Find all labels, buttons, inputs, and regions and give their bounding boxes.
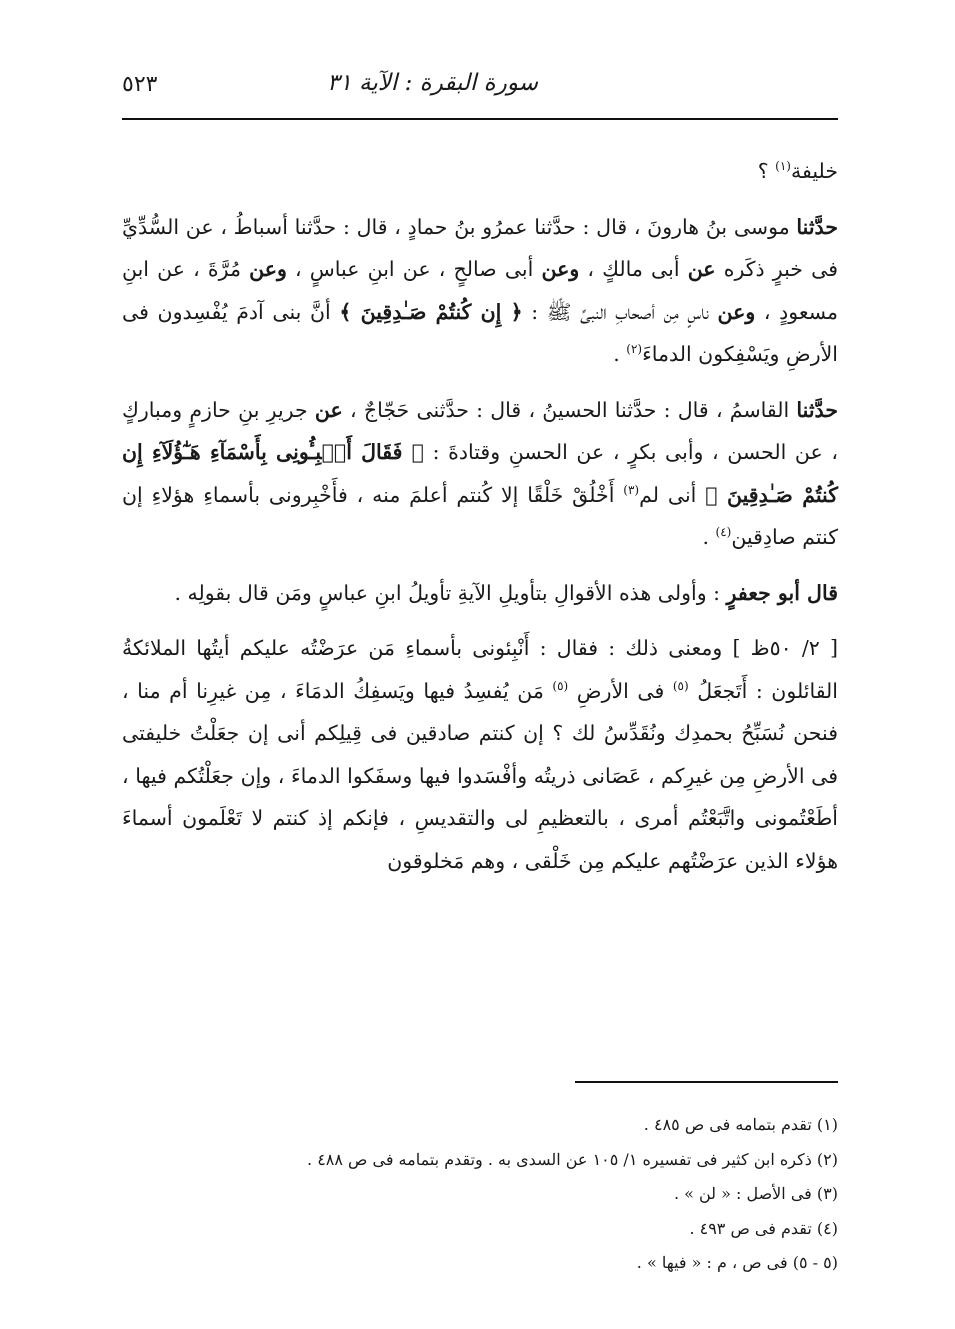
text-run: فى الأرضِ (568, 678, 673, 703)
text-run: موسى بنُ هارونَ ، قال : حدَّثنا عمرُو بنُ حمادٍ ، قال : حدَّثنا أسباطُ ، عن السُّدِّيِّ فى خبرٍ ذكَره (122, 214, 839, 281)
paragraph (122, 389, 838, 559)
text-run: . (702, 525, 716, 549)
isnad-keyword: قال أبو جعفرٍ (726, 580, 838, 605)
main-text (122, 150, 838, 882)
footnote: (٤) تقدم فى ص ٤٩٣ . (689, 1218, 838, 1238)
text-run: خليفة (790, 159, 838, 183)
page-header (122, 60, 838, 120)
text-run: . (613, 342, 627, 366)
footnote-marker: (٢) (626, 342, 643, 357)
footnotes (122, 1108, 838, 1281)
running-title: سورة البقرة : الآية ٣١ (327, 70, 538, 96)
text-run: أبى مالكٍ ، (579, 257, 688, 281)
text-run: أَخْلُقْ خَلْقًا إلا كُنتم أعلمَ منه ، فأَخْبِرونى بأسماءِ هؤلاءِ إن كنتم صادِقين (122, 482, 838, 549)
isnad-keyword: حدَّثنا (796, 397, 838, 422)
paragraph (122, 572, 838, 615)
quran-quote: ﴿ إِن كُنتُمْ صَـٰدِقِينَ ﴾ (339, 299, 523, 324)
text-run: أنى لم (639, 482, 706, 507)
paragraph (122, 150, 838, 193)
footnote-marker: (١) (775, 159, 791, 174)
footnote: (٣) فى الأصل : « لن » . (673, 1184, 838, 1203)
footnote-marker: (٣) (623, 482, 640, 497)
footnote-marker: (٥) (672, 678, 689, 693)
text-run: أبى صالحٍ ، عن ابنِ عباسٍ ، (286, 257, 542, 281)
footnote-marker: (٤) (715, 525, 732, 540)
text-run: ناسٍ مِن أصحابِ النبىِّ ﷺ : (522, 299, 718, 324)
isnad-keyword: عن (314, 397, 343, 422)
footnote-marker: (٥) (552, 678, 569, 693)
paragraph (122, 206, 838, 376)
text-run: مَن يُفسِدُ فيها ويَسفِكُ الدمَاءَ ، مِن غيرِنا أم منا ، فنحن نُسَبِّحُ بحمدِك ونُقَدِّسُ لك ؟ إن كنتم صادقين فى قِيلِكم أنى إن جعَلْتُ خليفتى فى الأرضِ مِن غيرِكم ، عَصَانى ذريتُه وأفْسَدوا فيها وسفَكوا الدماءَ ، وإن جعَلْتُكم فيها ، أطَعْتُمونى واتَّبَعْتُم أمرى ، بالتعظيمِ لى والتقديسِ ، فإنكم إذ كنتم لا تَعْلَمون أسماءَ هؤلاء الذين عرَضْتُهم عليكم مِن خَلْقى ، وهم مَخلوقون (122, 678, 838, 873)
text-run: أنَّ بنى آدمَ يُفْسِدون فى الأرضِ ويَسْفِكون الدماءَ (122, 299, 838, 366)
isnad-keyword: عن (687, 257, 716, 281)
header-rule (122, 118, 838, 120)
footnote-rule (575, 1081, 838, 1083)
isnad-keyword: وعن (249, 257, 287, 281)
text-run: القاسمُ ، قال : حدَّثنا الحسينُ ، قال : حدَّثنى حَجّاجٌ ، (342, 397, 797, 422)
text-run: [ ٢/ ٥٠ظ ] ومعنى ذلك : فقال : أَنْبِئونى بأسماءِ مَن عرَضْتُه عليكم أيتُها الملائكةُ القائلون : أَتَجعَلُ (122, 636, 839, 703)
text-run: : وأولى هذه الأقوالِ بتأويلِ الآيةِ تأويلُ ابنِ عباسٍ ومَن قال بقولِه . (174, 580, 727, 605)
isnad-keyword: حدَّثنا (796, 214, 838, 239)
isnad-keyword: وعن (541, 257, 580, 281)
page-number: ٥٢٣ (122, 72, 158, 97)
quran-quote: ﴿ فَقَالَ أَنۢبِـُٔونِى بِأَسْمَآءِ هَـٰٓؤُلَآءِ إِن كُنتُمْ صَـٰدِقِينَ ﴾ (122, 440, 838, 507)
text-run: مُرَّةَ ، عن ابنِ مسعودٍ ، (122, 257, 838, 324)
paragraph (122, 627, 838, 882)
footnote: (١) تقدم بتمامه فى ص ٤٨٥ . (643, 1115, 838, 1134)
isnad-keyword: وعن (717, 299, 756, 324)
text-run: جريرِ بنِ حازمٍ ومباركٍ ، عن الحسن ، وأبى بكرٍ ، عن الحسنِ وقتادةَ : (122, 397, 838, 464)
footnote: (٥ - ٥) فى ص ، م : « فيها » . (636, 1253, 838, 1272)
text-run: ؟ (757, 159, 776, 183)
footnote: (٢) ذكره ابن كثير فى تفسيره ١/ ١٠٥ عن السدى به . وتقدم بتمامه فى ص ٤٨٨ . (307, 1149, 838, 1169)
